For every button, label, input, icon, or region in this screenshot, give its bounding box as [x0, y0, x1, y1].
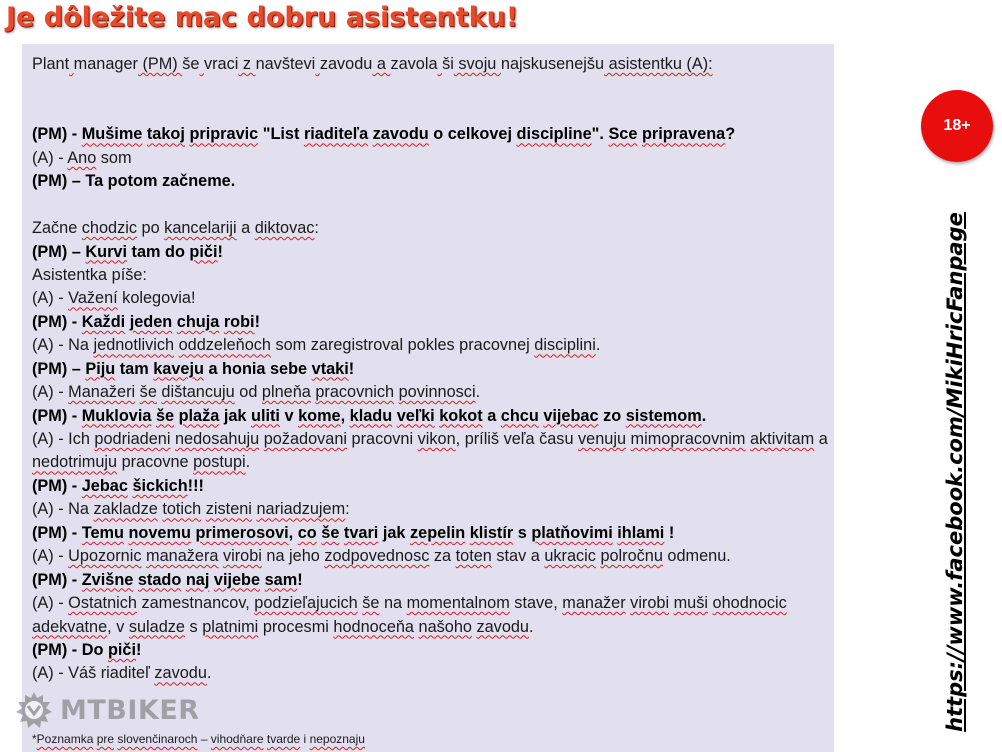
spellcheck-word: vikon: [417, 430, 456, 448]
spellcheck-word: kome: [298, 406, 341, 425]
text-run: (A) - Váš riaditeľ: [32, 664, 155, 683]
age-rating-badge: 18+: [921, 90, 993, 162]
spellcheck-word: naj: [185, 570, 210, 589]
text-run: ".: [591, 125, 609, 144]
text-run: zamestnancov,: [136, 594, 255, 613]
text-run: !: [217, 242, 223, 261]
story-panel: [22, 44, 834, 752]
spellcheck-word: še: [139, 383, 157, 402]
spellcheck-word: polročnu: [600, 547, 663, 566]
spellcheck-word: jednotlivich: [93, 336, 175, 355]
spellcheck-word: a: [372, 55, 391, 73]
spellcheck-word: takoj: [146, 125, 185, 144]
story-a-line: [32, 545, 830, 568]
spellcheck-word: discipline: [516, 125, 592, 144]
spellcheck-word: klistír: [469, 523, 514, 542]
spellcheck-word: Piju: [85, 359, 116, 378]
spellcheck-word: zakladze: [93, 500, 158, 519]
spellcheck-word: vijebe: [213, 570, 261, 589]
spellcheck-word: Sce: [608, 125, 638, 144]
text-run: s: [513, 523, 532, 542]
spellcheck-word: Poznamka: [36, 732, 94, 746]
text-run: kolegovia!: [117, 289, 196, 308]
text-run: a: [236, 219, 255, 238]
spellcheck-word: vihodňare: [210, 732, 264, 746]
spellcheck-word: adekvatne: [32, 617, 108, 636]
text-run: o celkovej: [428, 125, 517, 144]
spellcheck-word: primerosovi: [195, 523, 289, 542]
mtbiker-watermark: MTBIKER: [60, 694, 200, 726]
mtbiker-logo: [14, 690, 200, 730]
spellcheck-word: piči: [107, 641, 137, 659]
text-run: na jeho: [261, 547, 325, 566]
story-pm-line: [32, 241, 830, 264]
spellcheck-word: piči: [189, 242, 218, 261]
text-run: !: [348, 359, 355, 378]
spellcheck-word: slovenčinaroch: [117, 732, 198, 746]
spellcheck-word: Ostatnich: [68, 594, 137, 613]
spellcheck-word: chuja: [176, 312, 220, 331]
spellcheck-word: (PM): [137, 55, 183, 73]
spellcheck-word: Mušime: [81, 125, 143, 144]
text-run: (PM) –: [32, 359, 86, 378]
spellcheck-word: tvarde: [266, 732, 301, 746]
story-pm-line: [32, 358, 830, 381]
text-run: navštevi: [255, 55, 316, 73]
story-a-line: [32, 287, 830, 310]
text-run: :: [314, 219, 319, 238]
spellcheck-word: Manažeri: [68, 383, 136, 402]
text-run: ši: [442, 55, 454, 73]
spellcheck-word: hodnoceňa: [333, 617, 414, 636]
facebook-page-link[interactable]: https://www.facebook.com/MikiHricFanpage: [943, 212, 967, 732]
text-run: za: [429, 547, 456, 566]
story-a-line: [32, 428, 830, 475]
spellcheck-word: co: [297, 523, 317, 542]
spellcheck-word: našoho: [418, 617, 472, 636]
spellcheck-word: zodpovednosc: [324, 547, 430, 566]
spellcheck-word: Každi: [81, 312, 126, 331]
text-run: !: [297, 570, 303, 589]
text-run: (PM) -: [32, 523, 82, 542]
spellcheck-word: muši: [673, 594, 709, 613]
spellcheck-word: disciplini: [534, 336, 596, 355]
text-run: , príliš veľa času: [455, 430, 579, 448]
spellcheck-word: momentalnom: [406, 594, 510, 613]
text-run: jak: [219, 406, 252, 425]
spellcheck-word: zavodu: [476, 617, 529, 636]
spellcheck-word: manažer: [562, 594, 626, 613]
text-run: :: [345, 500, 350, 519]
story-a-line: [32, 592, 830, 639]
spellcheck-word: uliti: [251, 406, 280, 425]
spellcheck-word: kaveju: [153, 359, 204, 378]
text-run: (A) - Na: [32, 336, 94, 355]
text-run: po: [137, 219, 165, 238]
spellcheck-word: suladze: [128, 617, 185, 636]
spellcheck-word: tvari: [343, 523, 379, 542]
text-run: (PM) - Do: [32, 641, 108, 659]
spellcheck-word: še: [362, 594, 380, 613]
text-run: –: [197, 732, 211, 746]
story-pm-line: [32, 405, 830, 428]
text-run: na: [379, 594, 407, 613]
spellcheck-word: sam: [264, 570, 298, 589]
spellcheck-word: totich: [162, 500, 202, 519]
spellcheck-word: kokot: [439, 406, 483, 425]
text-run: (PM) -: [32, 570, 82, 589]
spellcheck-word: chcu: [500, 406, 539, 425]
spellcheck-word: požadovani: [263, 430, 348, 448]
spellcheck-word: ihlami: [617, 523, 665, 542]
spellcheck-word: kancelariji: [164, 219, 237, 238]
spellcheck-word: mimopracovnim: [630, 430, 746, 448]
text-run: (PM) -: [32, 406, 82, 425]
spellcheck-word: toten: [455, 547, 492, 566]
spellcheck-word: svoju: [453, 55, 501, 73]
spellcheck-word: Zvišne: [81, 570, 134, 589]
text-run: som: [96, 148, 132, 167]
spellcheck-word: veľki: [396, 406, 435, 425]
text-run: (A) -: [32, 383, 69, 402]
text-run: zavodu: [319, 55, 373, 73]
text-run: jak: [378, 523, 411, 542]
spellcheck-word: plaža: [178, 406, 220, 425]
text-run: !: [664, 523, 675, 542]
spellcheck-word: platnimi: [202, 617, 259, 636]
spellcheck-word: asistentku (A):: [604, 55, 713, 73]
text-run: Plant: [32, 55, 70, 73]
text-run: vraci: [203, 55, 239, 73]
spellcheck-word: Upozornic: [68, 547, 142, 566]
text-run: (PM) -: [32, 476, 82, 495]
spellcheck-word: plneňa: [261, 383, 311, 402]
text-run: (A) -: [32, 148, 68, 167]
spellcheck-word: zepelin: [410, 523, 466, 542]
spellcheck-word: Kurvi: [85, 242, 127, 261]
spellcheck-word: virobi: [222, 547, 262, 566]
text-run: som zaregistroval pokles pracovnej: [270, 336, 535, 355]
spellcheck-word: Muklovia: [81, 406, 152, 425]
spellcheck-word: vijebac: [543, 406, 599, 425]
spellcheck-word: robi: [223, 312, 255, 331]
story-pm-line: [32, 569, 830, 592]
text-run: Asistentka píše:: [32, 265, 147, 284]
text-run: procesmi: [258, 617, 334, 636]
spellcheck-word: chodzic: [81, 219, 137, 238]
spellcheck-word: Važení: [68, 289, 118, 308]
story-pm-line: [32, 639, 830, 662]
spellcheck-word: zisteni: [205, 500, 252, 519]
text-run: s: [184, 617, 203, 636]
story-narration: [32, 217, 830, 240]
spellcheck-word: podzieľajucich: [254, 594, 358, 613]
story-pm-line: [32, 311, 830, 334]
text-run: .: [529, 617, 534, 636]
text-run: pracovni: [347, 430, 418, 448]
text-run: a: [814, 430, 828, 448]
spellcheck-word: Jebac: [81, 476, 128, 495]
text-run: !!!: [187, 476, 204, 495]
text-run: .: [245, 453, 251, 472]
spellcheck-word: kladu: [349, 406, 393, 425]
story-intro: [32, 53, 830, 76]
spellcheck-word: postupi: [193, 453, 246, 472]
text-run: !: [136, 641, 142, 659]
story-a-line: [32, 334, 830, 357]
text-run: zavola: [390, 55, 438, 73]
text-run: *: [32, 732, 37, 746]
blank-line: [32, 194, 830, 217]
story-pm-line: [32, 123, 830, 146]
text-run: tam: [115, 359, 154, 378]
spellcheck-word: novemu: [128, 523, 191, 542]
text-run: Začne: [32, 219, 82, 238]
text-run: najskusenejšu: [500, 55, 605, 73]
blank-line: [32, 76, 830, 99]
text-run: (PM) – Ta potom začneme.: [32, 172, 236, 191]
spellcheck-word: Ano: [67, 148, 97, 167]
text-run: (PM) –: [32, 242, 86, 261]
spellcheck-word: ukracic: [544, 547, 596, 566]
spellcheck-word: pracovnich: [315, 383, 395, 402]
spellcheck-word: jeden: [129, 312, 173, 331]
blank-line: [32, 100, 830, 123]
text-run: stave,: [509, 594, 563, 613]
text-run: ?: [725, 125, 736, 144]
spellcheck-word: virobi: [630, 594, 670, 613]
story-narration: [32, 264, 830, 287]
text-run: .: [595, 336, 601, 355]
text-run: še: [182, 55, 200, 73]
story-a-line: [32, 147, 830, 170]
mtbiker-gear-icon: [14, 690, 54, 730]
spellcheck-word: platňovimi: [531, 523, 613, 542]
text-run: (A) -: [32, 289, 69, 308]
spellcheck-word: stado: [137, 570, 182, 589]
spellcheck-word: povinnosci: [398, 383, 476, 402]
text-run: odmenu.: [662, 547, 731, 566]
text-run: ,: [340, 406, 350, 425]
text-run: (A) -: [32, 547, 69, 566]
spellcheck-word: še: [321, 523, 340, 542]
spellcheck-word: zavodu: [372, 125, 429, 144]
spellcheck-word: manažera: [146, 547, 219, 566]
story-pm-line: [32, 170, 830, 193]
text-run: a: [482, 406, 501, 425]
story-pm-line: [32, 522, 830, 545]
spellcheck-word: podriadeni: [94, 430, 171, 448]
text-run: a honia sebe: [203, 359, 312, 378]
spellcheck-word: pre: [96, 732, 115, 746]
text-run: .: [475, 383, 481, 402]
text-run: stav a: [491, 547, 545, 566]
spellcheck-word: ohodnocic: [712, 594, 787, 613]
text-run: ,: [288, 523, 298, 542]
text-run: pracovne: [117, 453, 194, 472]
text-run: tam do: [127, 242, 190, 261]
text-run: i: [300, 732, 310, 746]
spellcheck-word: pripravena: [641, 125, 726, 144]
spellcheck-word: Temu: [81, 523, 124, 542]
spellcheck-word: šickich: [132, 476, 188, 495]
text-run: (PM) -: [32, 312, 82, 331]
story-a-line: [32, 381, 830, 404]
spellcheck-word: še: [155, 406, 175, 425]
text-run: (PM) -: [32, 125, 82, 144]
spellcheck-word: riaditeľa: [303, 125, 369, 144]
spellcheck-word: sistemom: [625, 406, 702, 425]
text-run: zo: [598, 406, 626, 425]
spellcheck-word: dištancuju: [161, 383, 235, 402]
text-run: (A) - Ich: [32, 430, 95, 448]
story-a-line: [32, 662, 830, 685]
spellcheck-word: diktovac: [254, 219, 315, 238]
text-run: v: [279, 406, 299, 425]
spellcheck-word: nedotrimuju: [32, 453, 118, 472]
spellcheck-word: aktivitam: [749, 430, 815, 448]
spellcheck-word: z: [238, 55, 256, 73]
spellcheck-word: pripravic: [189, 125, 259, 144]
text-run: "List: [258, 125, 304, 144]
spellcheck-word: oddzeleňoch: [178, 336, 271, 355]
story-text: [32, 53, 830, 686]
page-title: Je dôležite mac dobru asistentku!: [6, 2, 519, 33]
spellcheck-word: zavodu: [154, 664, 207, 683]
text-run: .: [206, 664, 212, 683]
spellcheck-word: nariadzujem: [256, 500, 346, 519]
text-run: (A) - Na: [32, 500, 94, 519]
text-run: , v: [107, 617, 129, 636]
text-run: .: [701, 406, 707, 425]
spellcheck-word: venuju: [578, 430, 627, 448]
text-run: manager: [73, 55, 138, 73]
story-a-line: [32, 498, 830, 521]
text-run: (A) -: [32, 594, 69, 613]
story-pm-line: [32, 475, 830, 498]
spellcheck-word: nepoznaju: [309, 732, 365, 746]
spellcheck-word: nedosahuju: [175, 430, 260, 448]
text-run: !: [254, 312, 260, 331]
text-run: od: [234, 383, 262, 402]
footnote: [32, 732, 365, 746]
spellcheck-word: vtaki: [311, 359, 349, 378]
